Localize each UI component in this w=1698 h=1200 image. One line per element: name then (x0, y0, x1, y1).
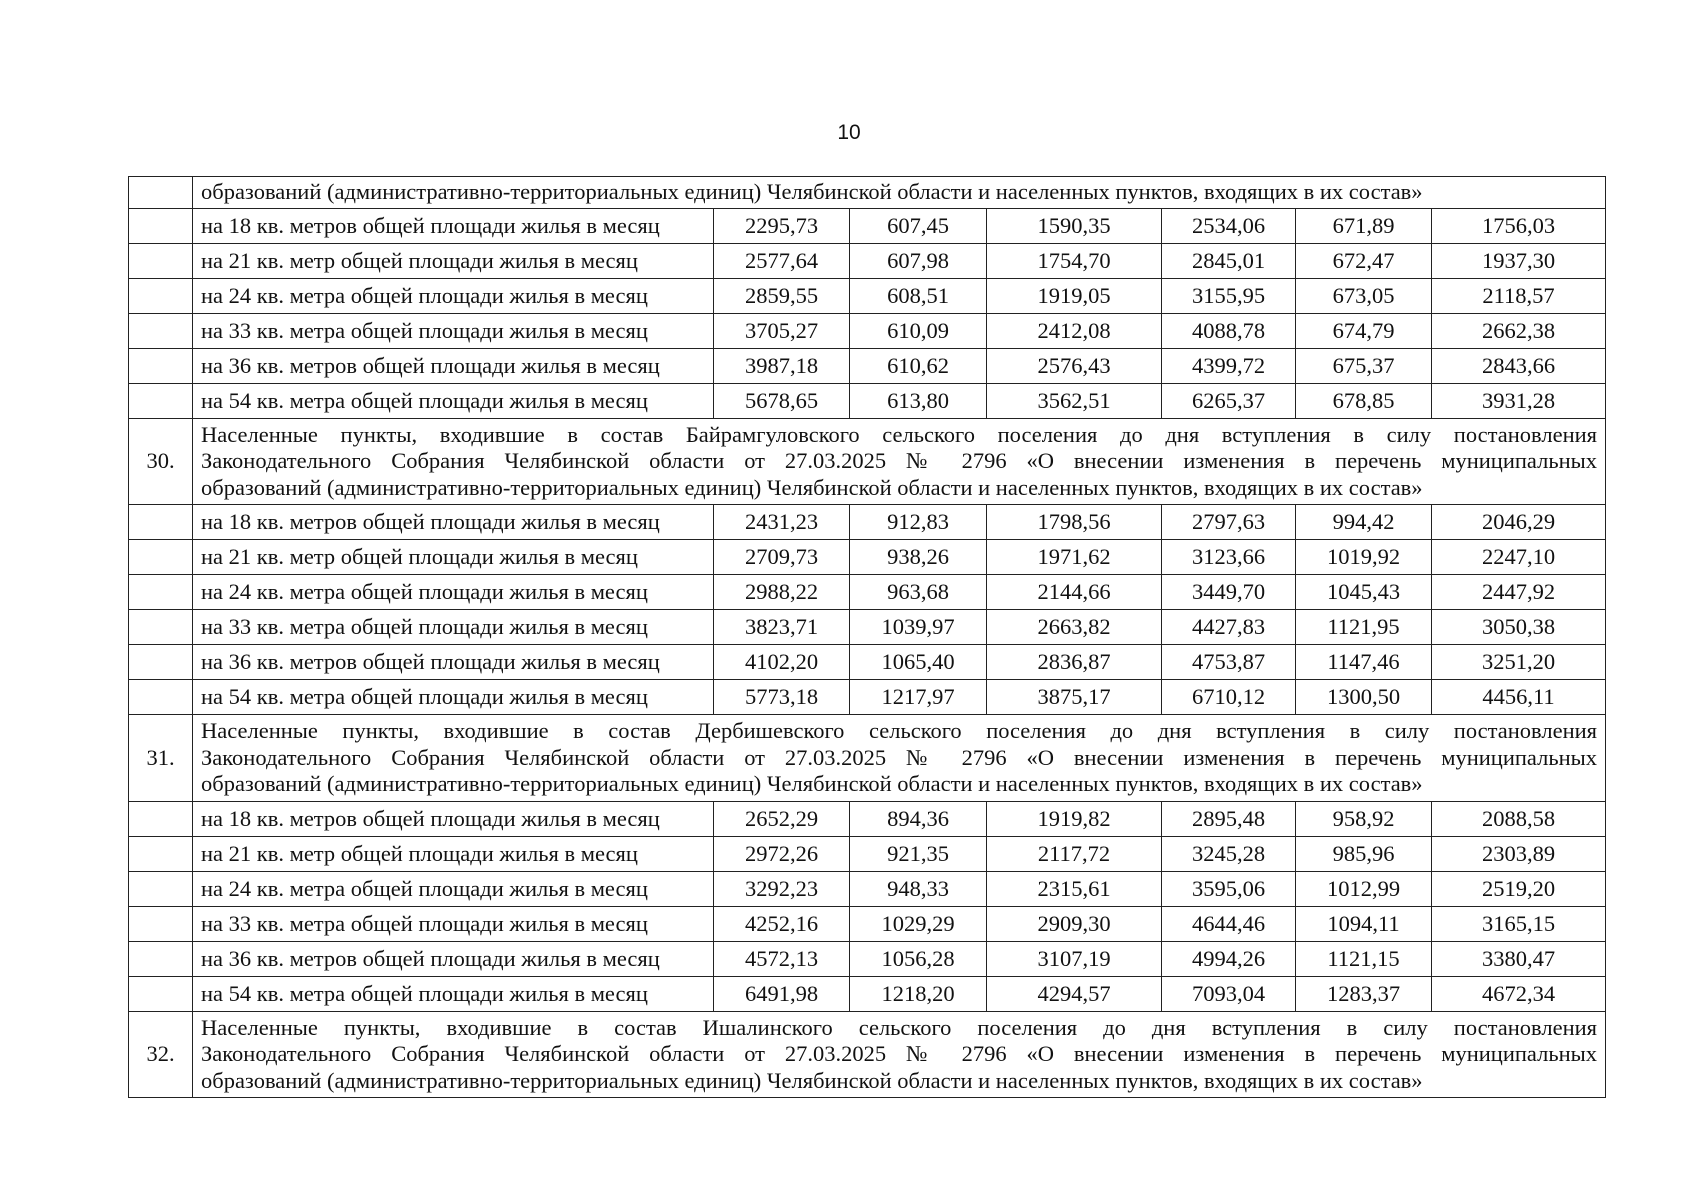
value-cell: 4294,57 (987, 976, 1162, 1011)
value-cell: 2845,01 (1162, 243, 1296, 278)
row-number-cell (129, 906, 193, 941)
section-heading-line: Законодательного Собрания Челябинской области от 27.03.2025 № 2796 «О внесении изменения в перечень муниципальных (201, 448, 1597, 473)
section-heading (193, 1011, 1606, 1098)
table-row (129, 505, 1606, 540)
value-cell: 1217,97 (850, 680, 987, 715)
value-cell: 2652,29 (714, 801, 850, 836)
value-cell: 4102,20 (714, 645, 850, 680)
value-cell: 1056,28 (850, 941, 987, 976)
row-number-cell (129, 243, 193, 278)
value-cell: 4572,13 (714, 941, 850, 976)
row-label: на 21 кв. метр общей площади жилья в месяц (193, 243, 714, 278)
value-cell: 985,96 (1296, 836, 1432, 871)
table-row (129, 906, 1606, 941)
row-label: на 24 кв. метра общей площади жилья в месяц (193, 871, 714, 906)
value-cell: 610,09 (850, 313, 987, 348)
row-label: на 54 кв. метра общей площади жилья в месяц (193, 976, 714, 1011)
value-cell: 1937,30 (1432, 243, 1606, 278)
value-cell: 2088,58 (1432, 801, 1606, 836)
value-cell: 938,26 (850, 540, 987, 575)
value-cell: 3875,17 (987, 680, 1162, 715)
value-cell: 2909,30 (987, 906, 1162, 941)
value-cell: 6265,37 (1162, 383, 1296, 418)
value-cell: 1756,03 (1432, 208, 1606, 243)
value-cell: 4252,16 (714, 906, 850, 941)
value-cell: 675,37 (1296, 348, 1432, 383)
table-row (129, 243, 1606, 278)
value-cell: 1121,95 (1296, 610, 1432, 645)
row-label: на 24 кв. метра общей площади жилья в месяц (193, 575, 714, 610)
value-cell: 2303,89 (1432, 836, 1606, 871)
value-cell: 3449,70 (1162, 575, 1296, 610)
row-number-cell (129, 505, 193, 540)
table-row (129, 680, 1606, 715)
table-row (129, 278, 1606, 313)
table-row (129, 208, 1606, 243)
row-number-cell (129, 680, 193, 715)
value-cell: 1300,50 (1296, 680, 1432, 715)
table-row (129, 575, 1606, 610)
table-row (129, 610, 1606, 645)
row-number-cell (129, 836, 193, 871)
value-cell: 3251,20 (1432, 645, 1606, 680)
row-label: на 54 кв. метра общей площади жилья в месяц (193, 383, 714, 418)
value-cell: 894,36 (850, 801, 987, 836)
value-cell: 2534,06 (1162, 208, 1296, 243)
value-cell: 4399,72 (1162, 348, 1296, 383)
table-row (129, 976, 1606, 1011)
value-cell: 2144,66 (987, 575, 1162, 610)
table-row (129, 836, 1606, 871)
value-cell: 1798,56 (987, 505, 1162, 540)
value-cell: 2709,73 (714, 540, 850, 575)
value-cell: 2046,29 (1432, 505, 1606, 540)
value-cell: 3245,28 (1162, 836, 1296, 871)
row-number-cell (129, 610, 193, 645)
value-cell: 3562,51 (987, 383, 1162, 418)
value-cell: 921,35 (850, 836, 987, 871)
table-row (129, 348, 1606, 383)
table-row (129, 941, 1606, 976)
section-heading-line: Населенные пункты, входившие в состав Ишалинского сельского поселения до дня вступления в силу постановления (201, 1014, 1597, 1040)
value-cell: 2519,20 (1432, 871, 1606, 906)
row-label: на 24 кв. метра общей площади жилья в месяц (193, 278, 714, 313)
value-cell: 6710,12 (1162, 680, 1296, 715)
row-number-cell (129, 645, 193, 680)
section-heading-row (129, 1011, 1606, 1098)
section-heading-line: образований (административно-территориальных единиц) Челябинской области и населенных пунктов, входящих в их состав» (201, 474, 1423, 500)
value-cell: 2447,92 (1432, 575, 1606, 610)
value-cell: 4427,83 (1162, 610, 1296, 645)
value-cell: 607,98 (850, 243, 987, 278)
row-number-cell (129, 540, 193, 575)
section-heading: образований (административно-территориальных единиц) Челябинской области и населенных пунктов, входящих в их состав» (193, 177, 1606, 209)
value-cell: 2431,23 (714, 505, 850, 540)
section-heading-line: Законодательного Собрания Челябинской области от 27.03.2025 № 2796 «О внесении изменения в перечень муниципальных (201, 744, 1597, 770)
value-cell: 2895,48 (1162, 801, 1296, 836)
value-cell: 1754,70 (987, 243, 1162, 278)
value-cell: 4088,78 (1162, 313, 1296, 348)
section-heading-row (129, 418, 1606, 505)
tariff-table (128, 176, 1606, 1098)
value-cell: 1029,29 (850, 906, 987, 941)
section-heading (193, 418, 1606, 505)
value-cell: 5773,18 (714, 680, 850, 715)
value-cell: 3155,95 (1162, 278, 1296, 313)
value-cell: 671,89 (1296, 208, 1432, 243)
continuation-heading-row (129, 177, 1606, 209)
row-label: на 21 кв. метр общей площади жилья в месяц (193, 836, 714, 871)
value-cell: 608,51 (850, 278, 987, 313)
row-number-cell (129, 801, 193, 836)
value-cell: 6491,98 (714, 976, 850, 1011)
value-cell: 1147,46 (1296, 645, 1432, 680)
value-cell: 958,92 (1296, 801, 1432, 836)
value-cell: 2576,43 (987, 348, 1162, 383)
section-heading (193, 715, 1606, 802)
value-cell: 3380,47 (1432, 941, 1606, 976)
value-cell: 2663,82 (987, 610, 1162, 645)
value-cell: 1039,97 (850, 610, 987, 645)
row-number-cell (129, 941, 193, 976)
value-cell: 2972,26 (714, 836, 850, 871)
value-cell: 963,68 (850, 575, 987, 610)
section-heading-row (129, 715, 1606, 802)
value-cell: 912,83 (850, 505, 987, 540)
table-row (129, 383, 1606, 418)
row-number-cell (129, 871, 193, 906)
value-cell: 1590,35 (987, 208, 1162, 243)
row-label: на 54 кв. метра общей площади жилья в месяц (193, 680, 714, 715)
value-cell: 2836,87 (987, 645, 1162, 680)
row-label: на 33 кв. метра общей площади жилья в месяц (193, 610, 714, 645)
row-number-cell (129, 278, 193, 313)
value-cell: 1065,40 (850, 645, 987, 680)
value-cell: 3123,66 (1162, 540, 1296, 575)
row-label: на 18 кв. метров общей площади жилья в месяц (193, 801, 714, 836)
value-cell: 2577,64 (714, 243, 850, 278)
value-cell: 2859,55 (714, 278, 850, 313)
row-number-cell (129, 208, 193, 243)
table-row (129, 313, 1606, 348)
value-cell: 1218,20 (850, 976, 987, 1011)
value-cell: 2797,63 (1162, 505, 1296, 540)
section-heading-line: Законодательного Собрания Челябинской области от 27.03.2025 № 2796 «О внесении изменения в перечень муниципальных (201, 1041, 1597, 1066)
value-cell: 5678,65 (714, 383, 850, 418)
row-label: на 18 кв. метров общей площади жилья в месяц (193, 208, 714, 243)
value-cell: 2843,66 (1432, 348, 1606, 383)
value-cell: 2988,22 (714, 575, 850, 610)
value-cell: 2315,61 (987, 871, 1162, 906)
value-cell: 1919,05 (987, 278, 1162, 313)
row-label: на 36 кв. метров общей площади жилья в месяц (193, 941, 714, 976)
row-number-cell (129, 383, 193, 418)
value-cell: 3050,38 (1432, 610, 1606, 645)
value-cell: 1045,43 (1296, 575, 1432, 610)
row-label: на 21 кв. метр общей площади жилья в месяц (193, 540, 714, 575)
value-cell: 3292,23 (714, 871, 850, 906)
value-cell: 4753,87 (1162, 645, 1296, 680)
value-cell: 3705,27 (714, 313, 850, 348)
section-number: 30. (129, 418, 193, 505)
value-cell: 1094,11 (1296, 906, 1432, 941)
value-cell: 607,45 (850, 208, 987, 243)
value-cell: 1121,15 (1296, 941, 1432, 976)
page-number: 10 (837, 121, 861, 144)
value-cell: 1919,82 (987, 801, 1162, 836)
value-cell: 672,47 (1296, 243, 1432, 278)
value-cell: 7093,04 (1162, 976, 1296, 1011)
value-cell: 678,85 (1296, 383, 1432, 418)
section-heading-line: Населенные пункты, входившие в состав Байрамгуловского сельского поселения до дня вступления в силу постановления (201, 421, 1597, 447)
row-label: на 36 кв. метров общей площади жилья в месяц (193, 645, 714, 680)
value-cell: 613,80 (850, 383, 987, 418)
value-cell: 3595,06 (1162, 871, 1296, 906)
section-heading-line: образований (административно-территориальных единиц) Челябинской области и населенных пунктов, входящих в их состав» (201, 1067, 1423, 1093)
value-cell: 610,62 (850, 348, 987, 383)
value-cell: 3823,71 (714, 610, 850, 645)
value-cell: 3931,28 (1432, 383, 1606, 418)
value-cell: 4994,26 (1162, 941, 1296, 976)
value-cell: 994,42 (1296, 505, 1432, 540)
value-cell: 4672,34 (1432, 976, 1606, 1011)
value-cell: 3165,15 (1432, 906, 1606, 941)
section-number (129, 177, 193, 209)
value-cell: 1283,37 (1296, 976, 1432, 1011)
value-cell: 673,05 (1296, 278, 1432, 313)
value-cell: 948,33 (850, 871, 987, 906)
value-cell: 2412,08 (987, 313, 1162, 348)
table-row (129, 801, 1606, 836)
value-cell: 1971,62 (987, 540, 1162, 575)
table-row (129, 540, 1606, 575)
section-number: 31. (129, 715, 193, 802)
row-number-cell (129, 313, 193, 348)
value-cell: 2117,72 (987, 836, 1162, 871)
row-number-cell (129, 575, 193, 610)
value-cell: 3107,19 (987, 941, 1162, 976)
value-cell: 2247,10 (1432, 540, 1606, 575)
value-cell: 1019,92 (1296, 540, 1432, 575)
value-cell: 4644,46 (1162, 906, 1296, 941)
value-cell: 2295,73 (714, 208, 850, 243)
table-row (129, 871, 1606, 906)
section-heading-line: образований (административно-территориальных единиц) Челябинской области и населенных пунктов, входящих в их состав» (201, 771, 1423, 796)
row-label: на 18 кв. метров общей площади жилья в месяц (193, 505, 714, 540)
section-heading-line: Населенные пункты, входившие в состав Дербишевского сельского поселения до дня вступления в силу постановления (201, 718, 1597, 743)
value-cell: 2662,38 (1432, 313, 1606, 348)
value-cell: 1012,99 (1296, 871, 1432, 906)
value-cell: 3987,18 (714, 348, 850, 383)
row-number-cell (129, 348, 193, 383)
value-cell: 2118,57 (1432, 278, 1606, 313)
row-label: на 33 кв. метра общей площади жилья в месяц (193, 906, 714, 941)
table-row (129, 645, 1606, 680)
row-number-cell (129, 976, 193, 1011)
value-cell: 674,79 (1296, 313, 1432, 348)
value-cell: 4456,11 (1432, 680, 1606, 715)
row-label: на 36 кв. метров общей площади жилья в месяц (193, 348, 714, 383)
section-number: 32. (129, 1011, 193, 1098)
row-label: на 33 кв. метра общей площади жилья в месяц (193, 313, 714, 348)
